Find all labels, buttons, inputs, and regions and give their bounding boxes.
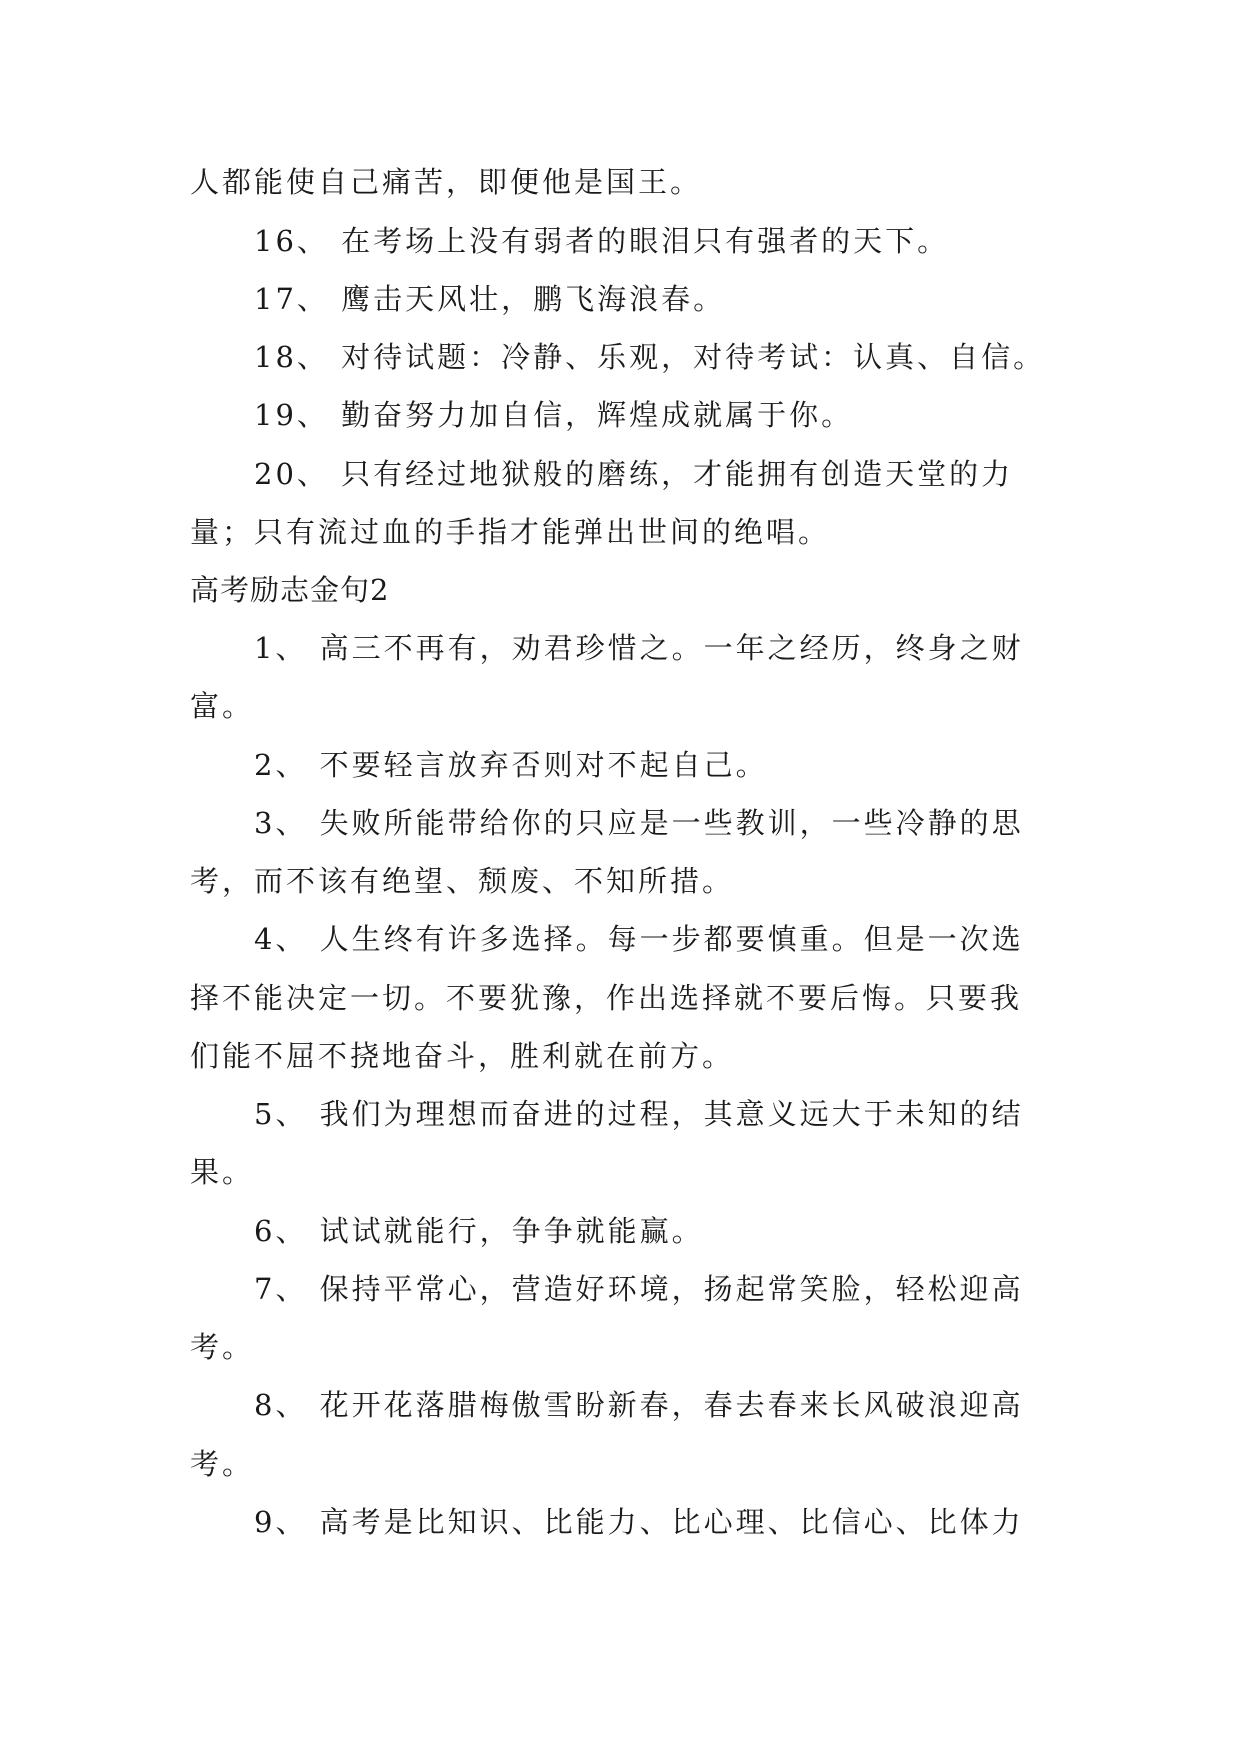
quote-item-7: 7、 保持平常心，营造好环境，扬起常笑脸，轻松迎高 [254, 1272, 1024, 1306]
quote-item-5: 5、 我们为理想而奋进的过程，其意义远大于未知的结 [254, 1097, 1024, 1131]
text-line: 人都能使自己痛苦，即便他是国王。 [190, 165, 703, 199]
quote-item-8: 8、 花开花落腊梅傲雪盼新春，春去春来长风破浪迎高 [254, 1388, 1024, 1422]
quote-item-16: 16、 在考场上没有弱者的眼泪只有强者的天下。 [254, 224, 950, 258]
text-line: 择不能决定一切。不要犹豫，作出选择就不要后悔。只要我 [190, 981, 1023, 1015]
quote-item-2: 2、 不要轻言放弃否则对不起自己。 [254, 748, 768, 782]
quote-item-19: 19、 勤奋努力加自信，辉煌成就属于你。 [254, 398, 854, 432]
quote-item-6: 6、 试试就能行，争争就能赢。 [254, 1214, 704, 1248]
section-heading: 高考励志金句2 [190, 573, 390, 607]
text-line: 考。 [190, 1447, 255, 1481]
text-line: 考。 [190, 1330, 255, 1364]
text-line: 们能不屈不挠地奋斗，胜利就在前方。 [190, 1039, 735, 1073]
text-line: 考，而不该有绝望、颓废、不知所措。 [190, 864, 735, 898]
text-line: 富。 [190, 689, 255, 723]
quote-item-4: 4、 人生终有许多选择。每一步都要慎重。但是一次选 [254, 922, 1024, 956]
quote-item-18: 18、 对待试题：冷静、乐观，对待考试：认真、自信。 [254, 340, 1046, 374]
quote-item-1: 1、 高三不再有，劝君珍惜之。一年之经历，终身之财 [254, 631, 1024, 665]
quote-item-9: 9、 高考是比知识、比能力、比心理、比信心、比体力 [254, 1505, 1024, 1539]
quote-item-20: 20、 只有经过地狱般的磨练，才能拥有创造天堂的力 [254, 457, 1014, 491]
text-line: 量；只有流过血的手指才能弹出世间的绝唱。 [190, 515, 831, 549]
quote-item-3: 3、 失败所能带给你的只应是一些教训，一些冷静的思 [254, 806, 1024, 840]
text-line: 果。 [190, 1155, 255, 1189]
quote-item-17: 17、 鹰击天风壮，鹏飞海浪春。 [254, 282, 726, 316]
